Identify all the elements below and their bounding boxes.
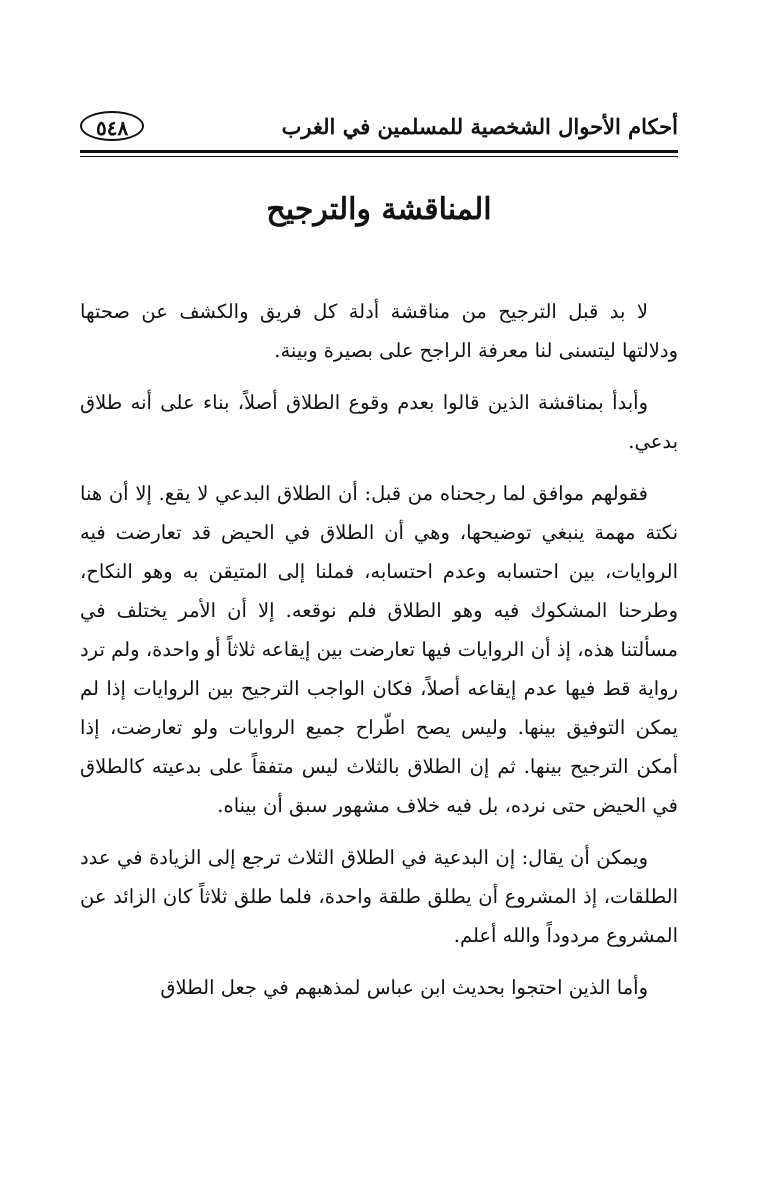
paragraph: وأبدأ بمناقشة الذين قالوا بعدم وقوع الطلاق أصلاً، بناء على أنه طلاق بدعي. [80, 391, 678, 453]
paragraph: فقولهم موافق لما رجحناه من قبل: أن الطلاق البدعي لا يقع. إلا أن هنا نكتة مهمة ينبغي توضيحها، وهي أن الطلاق في الحيض قد تعارضت فيه الروايات، بين احتسابه وعدم احتسابه، فملنا إلى المتيقن به وهو النكاح، وطرحنا المشكوك فيه وهو الطلاق فلم نوقعه. إلا أن الأمر يختلف في مسألتنا هذه، إذ أن الروايات فيها تعارضت بين إيقاعه ثلاثاً أو واحدة، ولم ترد رواية قط فيها عدم إيقاعه أصلاً، فكان الواجب الترجيح بين الروايات إذا لم يمكن التوفيق بينها. وليس يصح اطّراح جميع الروايات ولو تعارضت، إذا أمكن الترجيح بينها. ثم إن الطلاق بالثلاث ليس متفقاً على بدعيته كالطلاق في الحيض حتى نرده، بل فيه خلاف مشهور سبق أن بيناه. [80, 482, 678, 817]
body-text [80, 292, 678, 1020]
running-header [80, 104, 678, 148]
paragraph: ويمكن أن يقال: إن البدعية في الطلاق الثلاث ترجع إلى الزيادة في عدد الطلقات، إذ المشروع أن يطلق طلقة واحدة، فلما طلق ثلاثاً كان الزائد عن المشروع مردوداً والله أعلم. [80, 846, 678, 947]
header-rule-thick [80, 150, 678, 153]
paragraph: لا بد قبل الترجيح من مناقشة أدلة كل فريق والكشف عن صحتها ودلالتها ليتسنى لنا معرفة الراجح على بصيرة وبينة. [80, 300, 678, 362]
header-rule-thin [80, 156, 678, 157]
running-header-title: أحكام الأحوال الشخصية للمسلمين في الغرب [281, 113, 678, 139]
paragraph: وأما الذين احتجوا بحديث ابن عباس لمذهبهم في جعل الطلاق [160, 976, 648, 999]
section-title: المناقشة والترجيح [266, 192, 492, 227]
page-number-badge: ٥٤٨ [80, 111, 144, 141]
